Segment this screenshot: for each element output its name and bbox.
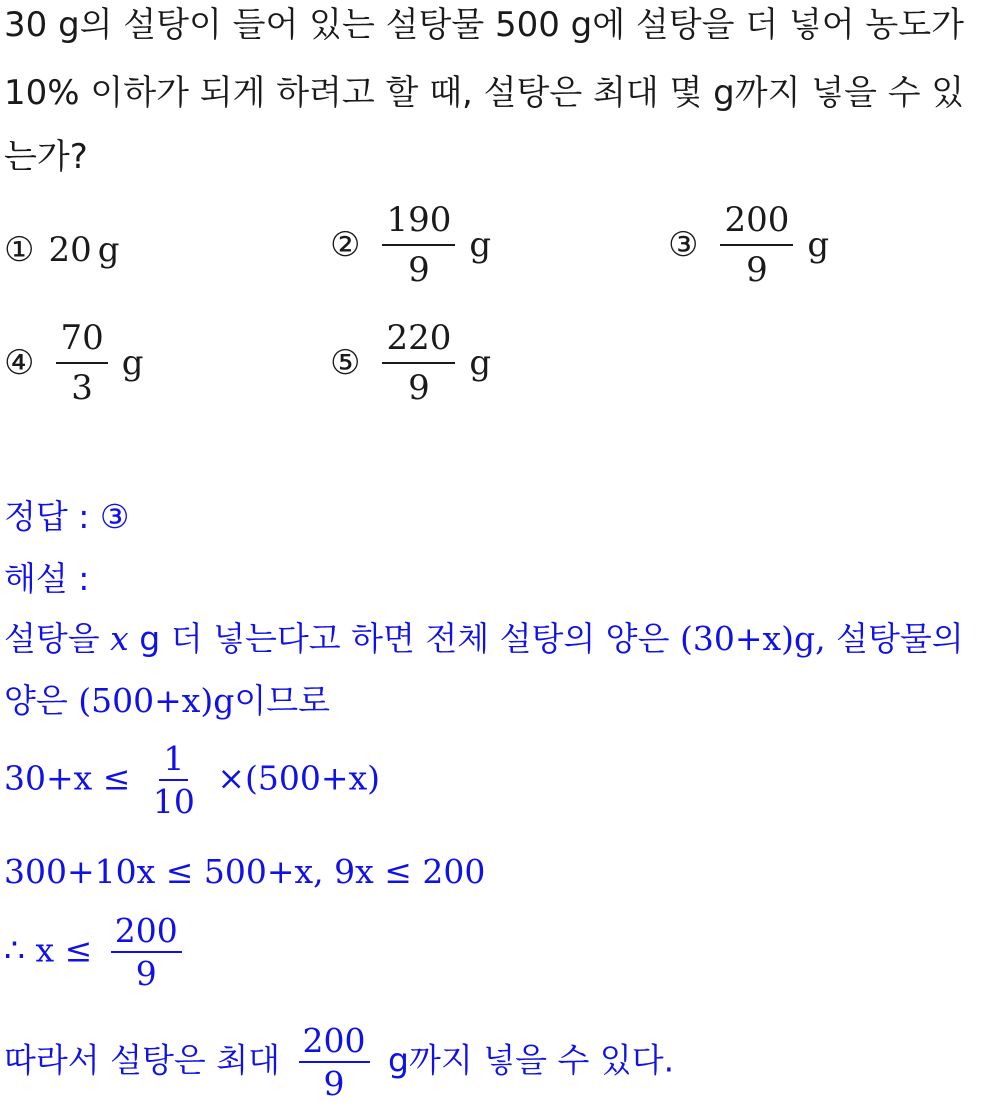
option-2[interactable] (330, 200, 491, 290)
final-fraction (299, 1021, 370, 1103)
eq3-numerator: 200 (111, 914, 182, 953)
option-2-denominator: 9 (408, 250, 430, 290)
eq1-left: 30+x ≤ (4, 758, 131, 798)
option-4[interactable] (4, 318, 144, 408)
e1-expression: (30+x)g, (679, 619, 826, 658)
eq3-left: ∴ x ≤ (4, 930, 93, 970)
option-3[interactable] (668, 200, 829, 290)
final-denominator: 9 (323, 1064, 345, 1103)
option-3-fraction (720, 200, 793, 290)
explanation-line-1 (4, 619, 964, 658)
option-1-unit: g (97, 230, 120, 270)
equation-1 (4, 739, 381, 821)
eq1-right: ×(500+x) (217, 758, 381, 798)
option-3-unit: g (807, 225, 830, 265)
option-4-unit: g (121, 343, 144, 383)
option-5-unit: g (469, 343, 492, 383)
eq1-numerator: 1 (159, 742, 188, 781)
option-4-numerator: 70 (56, 318, 107, 364)
option-5-fraction (382, 318, 455, 408)
e1-variable: x (110, 619, 129, 658)
e1-post: 설탕물의 (836, 619, 964, 658)
option-2-fraction (382, 200, 455, 290)
option-5-mark: ⑤ (330, 343, 361, 383)
e1-pre: 설탕을 (4, 619, 100, 658)
question-line-2: 10% 이하가 되게 하려고 할 때, 설탕은 최대 몇 g까지 넣을 수 있 (4, 73, 965, 113)
question-line-1: 30 g의 설탕이 들어 있는 설탕물 500 g에 설탕을 더 넣어 농도가 (4, 5, 964, 45)
option-1-mark: ① (4, 230, 35, 270)
option-1-value: 20 (48, 230, 92, 270)
option-2-unit: g (469, 225, 492, 265)
final-sentence (4, 1021, 675, 1103)
option-2-mark: ② (330, 225, 361, 265)
option-4-mark: ④ (4, 343, 35, 383)
final-pre: 따라서 설탕은 최대 (4, 1040, 281, 1080)
eq1-denominator: 10 (152, 782, 195, 821)
explanation-label: 해설 : (4, 559, 90, 598)
option-3-mark: ③ (668, 225, 699, 265)
e1-mid: g 더 넣는다고 하면 전체 설탕의 양은 (139, 619, 670, 658)
option-3-numerator: 200 (720, 200, 793, 246)
option-4-fraction (56, 318, 107, 408)
eq1-fraction (149, 739, 199, 821)
option-5[interactable] (330, 318, 491, 408)
question-line-3: 는가? (4, 137, 88, 177)
final-numerator: 200 (299, 1024, 370, 1063)
equation-2: 300+10x ≤ 500+x, 9x ≤ 200 (4, 852, 486, 891)
eq3-fraction (111, 911, 182, 993)
answer-label: 정답 : ③ (4, 497, 130, 536)
eq3-denominator: 9 (135, 954, 157, 993)
option-2-numerator: 190 (382, 200, 455, 246)
option-3-denominator: 9 (746, 250, 768, 290)
equation-3 (4, 911, 190, 993)
option-5-numerator: 220 (382, 318, 455, 364)
explanation-line-2 (4, 681, 331, 720)
option-4-denominator: 3 (71, 368, 93, 408)
e2-post: 이므로 (234, 681, 331, 720)
option-1[interactable] (4, 230, 120, 270)
option-5-denominator: 9 (408, 368, 430, 408)
e2-expression: (500+x)g (78, 681, 235, 720)
final-post: g까지 넣을 수 있다. (388, 1040, 675, 1080)
e2-pre: 양은 (4, 681, 68, 720)
